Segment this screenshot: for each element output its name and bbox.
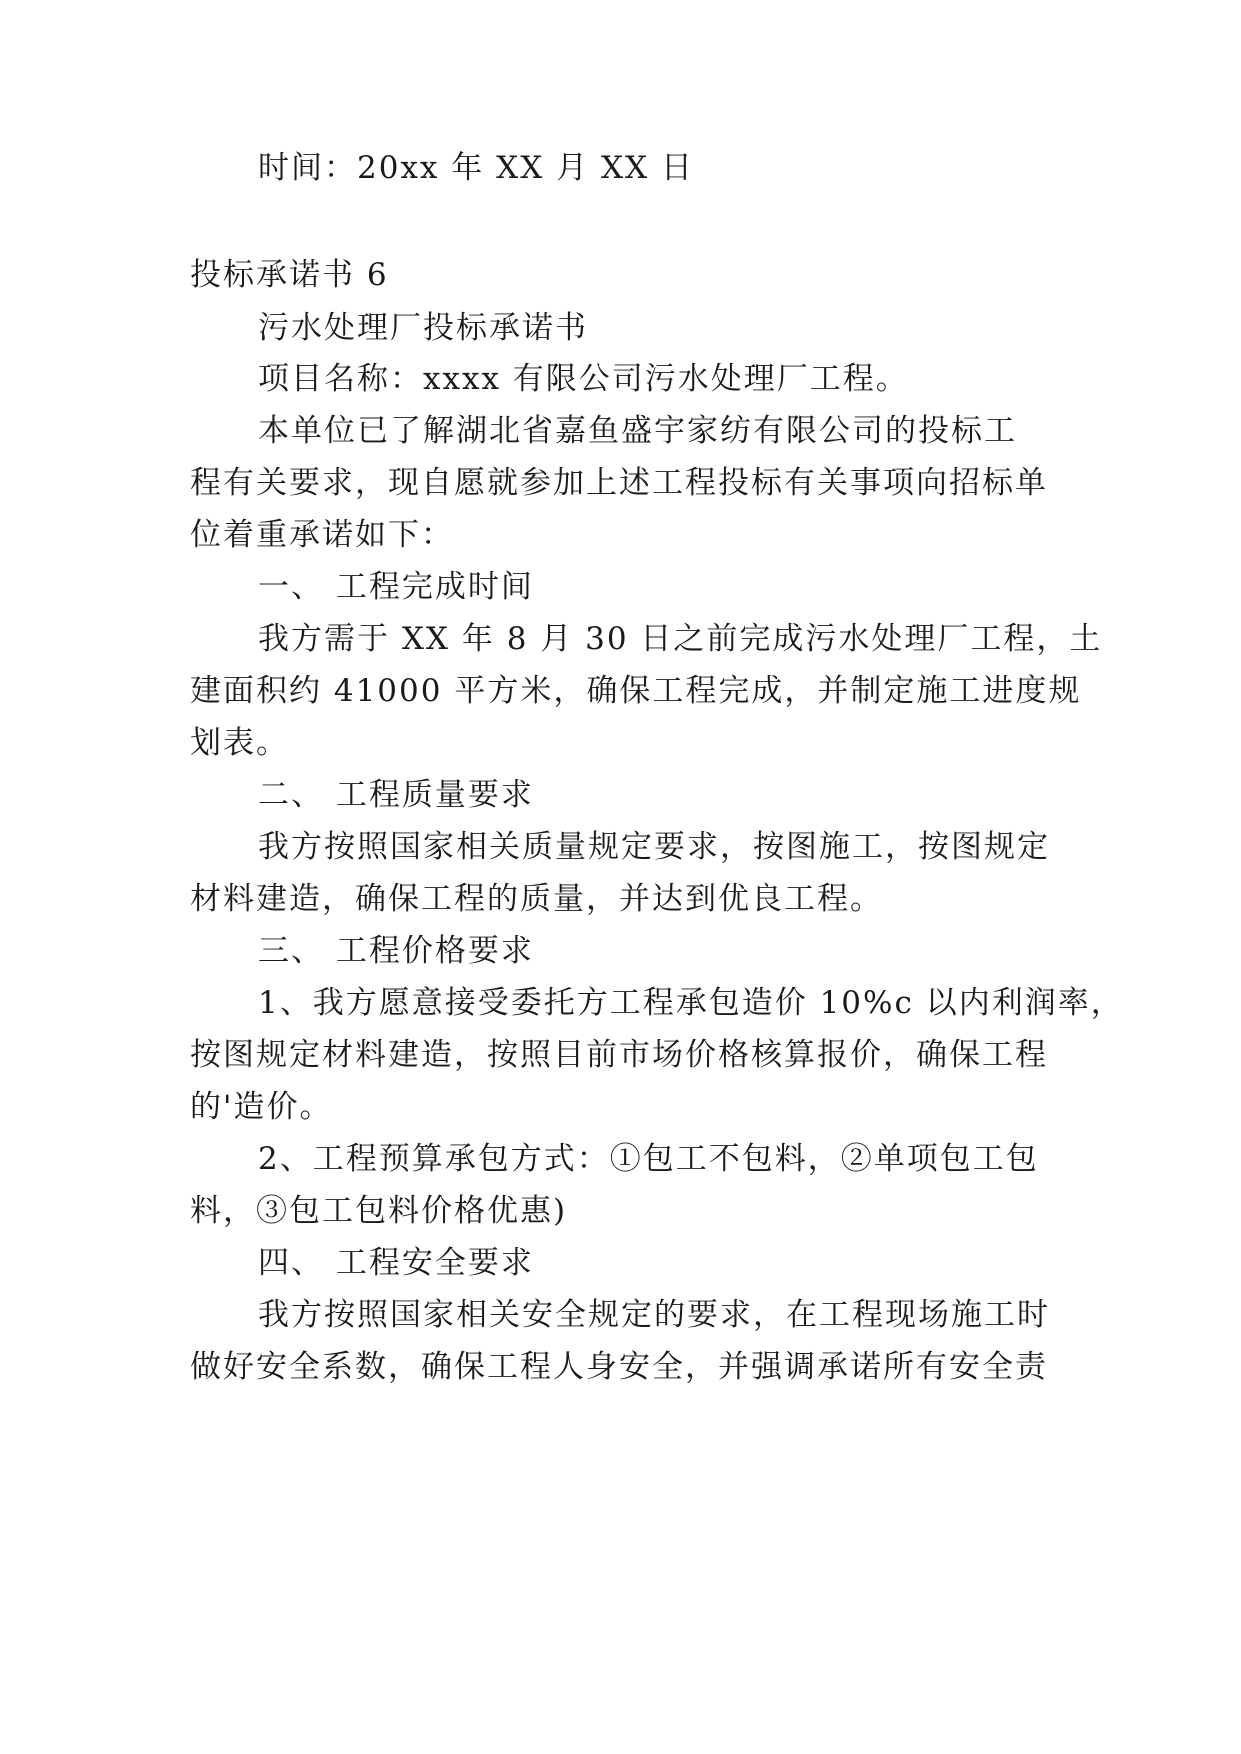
intro-line: 位着重承诺如下： [190, 517, 454, 553]
paragraph-line: 我方按照国家相关安全规定的要求，在工程现场施工时 [258, 1297, 1050, 1333]
paragraph-line: 我方需于 XX 年 8 月 30 日之前完成污水处理厂工程，土 [258, 621, 1103, 657]
heading-completion-time: 一、 工程完成时间 [258, 569, 534, 605]
paragraph-line: 我方按照国家相关质量规定要求，按图施工，按图规定 [258, 829, 1050, 865]
paragraph-line: 1、我方愿意接受委托方工程承包造价 10%c 以内利润率， [258, 985, 1124, 1021]
document-title: 污水处理厂投标承诺书 [258, 310, 588, 346]
heading-quality: 二、 工程质量要求 [258, 777, 534, 813]
section-title: 投标承诺书 6 [190, 257, 389, 293]
project-name: 项目名称：xxxx 有限公司污水处理厂工程。 [258, 361, 909, 397]
date-line: 时间：20xx 年 XX 月 XX 日 [258, 150, 694, 186]
heading-price: 三、 工程价格要求 [258, 933, 534, 969]
paragraph-line: 划表。 [190, 725, 289, 761]
paragraph-line: 的'造价。 [190, 1089, 333, 1125]
intro-line: 程有关要求，现自愿就参加上述工程投标有关事项向招标单 [190, 465, 1048, 501]
paragraph-line: 建面积约 41000 平方米，确保工程完成，并制定施工进度规 [190, 673, 1082, 709]
paragraph-line: 料，③包工包料价格优惠) [190, 1193, 568, 1229]
paragraph-line: 按图规定材料建造，按照目前市场价格核算报价，确保工程 [190, 1037, 1048, 1073]
intro-line: 本单位已了解湖北省嘉鱼盛宇家纺有限公司的投标工 [258, 413, 1017, 449]
paragraph-line: 2、工程预算承包方式：①包工不包料，②单项包工包 [258, 1141, 1039, 1177]
paragraph-line: 材料建造，确保工程的质量，并达到优良工程。 [190, 881, 883, 917]
heading-safety: 四、 工程安全要求 [258, 1245, 534, 1281]
paragraph-line: 做好安全系数，确保工程人身安全，并强调承诺所有安全责 [190, 1349, 1048, 1385]
